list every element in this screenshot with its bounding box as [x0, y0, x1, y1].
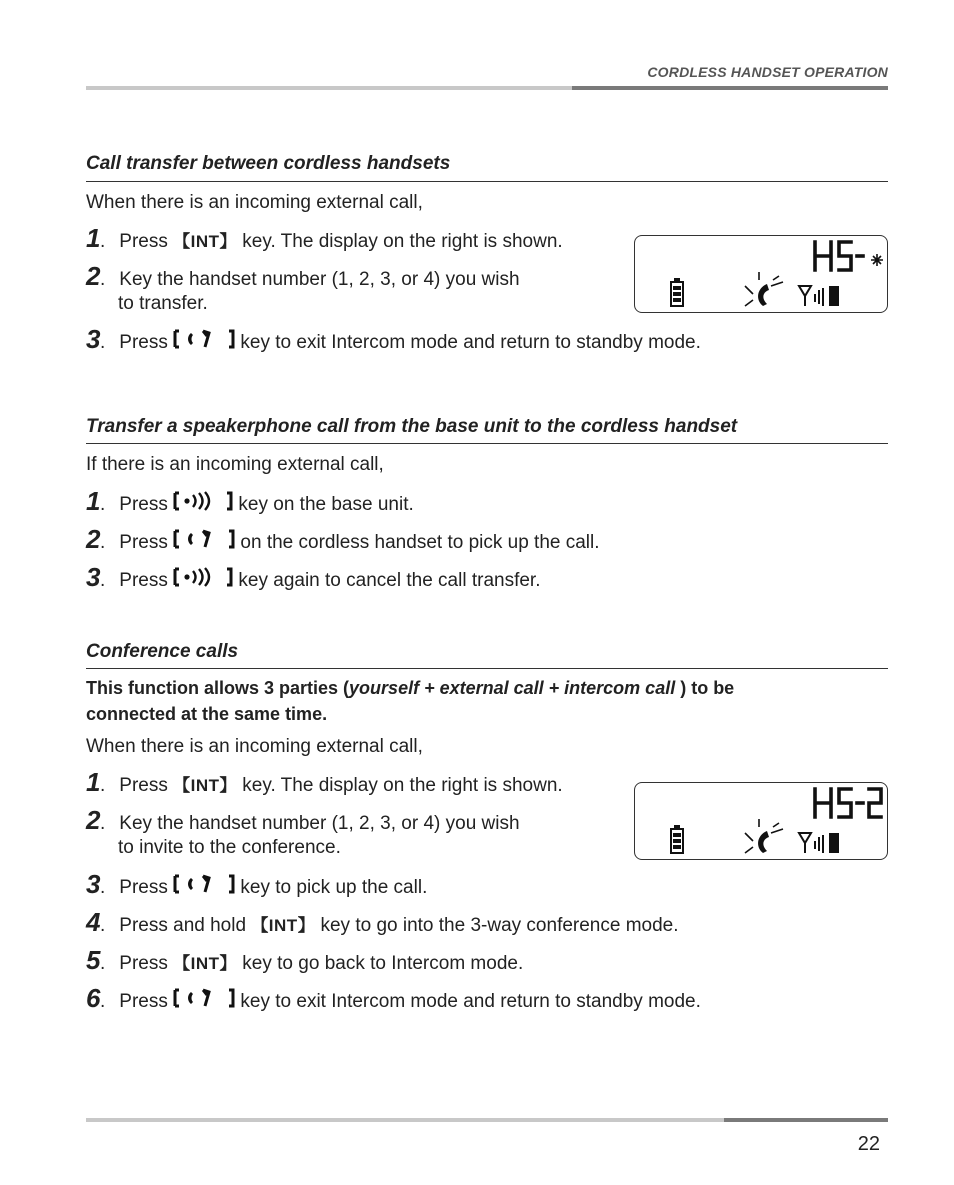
step-number: 6 [86, 983, 101, 1013]
handset-display-hs [634, 235, 888, 313]
step-4: 4. Press and hold 【INT】 key to go into the 3-way conference mode. [86, 907, 679, 937]
speaker-key-icon [173, 490, 233, 519]
step-number: 1 [86, 486, 101, 516]
step-3: 3. Press key to pick up the call. [86, 872, 427, 902]
step-3: 3. Press key again to cancel the call transfer. [86, 565, 540, 595]
ringing-phone-icon [745, 819, 783, 853]
step-2: 2. Key the handset number (1, 2, 3, or 4) you wish [86, 261, 520, 291]
step-number: 2 [86, 524, 101, 554]
section-title-transfer: Call transfer between cordless handsets [86, 153, 451, 174]
step-number: 1 [86, 767, 101, 797]
step-number: 2 [86, 261, 101, 291]
intro-text: When there is an incoming external call, [86, 736, 423, 757]
step-1: 1. Press 【INT】 key. The display on the right is shown. [86, 223, 563, 253]
step-3: 3. Press key to exit Intercom mode and return to standby mode. [86, 327, 701, 357]
battery-icon [671, 825, 683, 853]
section-title-speaker: Transfer a speakerphone call from the base unit to the cordless handset [86, 416, 738, 437]
header-rule-accent [572, 86, 888, 90]
step-2: 2. Key the handset number (1, 2, 3, or 4) you wish [86, 805, 520, 835]
phone-talk-key-icon [173, 987, 235, 1016]
int-key-label: 【INT】 [173, 232, 238, 251]
step-number: 4 [86, 907, 101, 937]
phone-talk-key-icon [173, 528, 235, 557]
phone-talk-key-icon [173, 873, 235, 902]
step-number: 3 [86, 869, 101, 899]
step-number: 2 [86, 805, 101, 835]
intro-text: If there is an incoming external call, [86, 454, 384, 475]
step-2: 2. Press on the cordless handset to pick up the call. [86, 527, 600, 557]
int-key-label: 【INT】 [173, 954, 238, 973]
step-1: 1. Press 【INT】 key. The display on the right is shown. [86, 767, 563, 797]
section-title-conference: Conference calls [86, 641, 239, 662]
section-header-label: CORDLESS HANDSET OPERATION [647, 64, 888, 80]
step-1: 1. Press key on the base unit. [86, 489, 414, 519]
page-number: 22 [857, 1133, 880, 1155]
antenna-signal-icon [799, 833, 839, 853]
intro-text: When there is an incoming external call, [86, 192, 423, 213]
battery-icon [671, 278, 683, 306]
step-5: 5. Press 【INT】 key to go back to Intercom mode. [86, 945, 524, 975]
speaker-key-icon [173, 566, 233, 595]
handset-display-hs-2 [634, 782, 888, 860]
int-key-label: 【INT】 [251, 916, 316, 935]
step-2-continued: to invite to the conference. [118, 837, 341, 858]
conference-note: This function allows 3 parties (yourself + external call + intercom call ) to be connected at the same time. [86, 678, 735, 724]
step-2-continued: to transfer. [118, 293, 208, 314]
section-rule [86, 443, 888, 444]
int-key-label: 【INT】 [173, 776, 238, 795]
antenna-signal-icon [799, 286, 839, 306]
step-number: 1 [86, 223, 101, 253]
step-6: 6. Press key to exit Intercom mode and return to standby mode. [86, 986, 701, 1016]
footer-rule-accent [724, 1118, 888, 1122]
step-number: 5 [86, 945, 101, 975]
step-number: 3 [86, 324, 101, 354]
ringing-phone-icon [745, 272, 783, 306]
section-rule [86, 668, 888, 669]
phone-talk-key-icon [173, 328, 235, 357]
step-number: 3 [86, 562, 101, 592]
section-rule [86, 181, 888, 182]
